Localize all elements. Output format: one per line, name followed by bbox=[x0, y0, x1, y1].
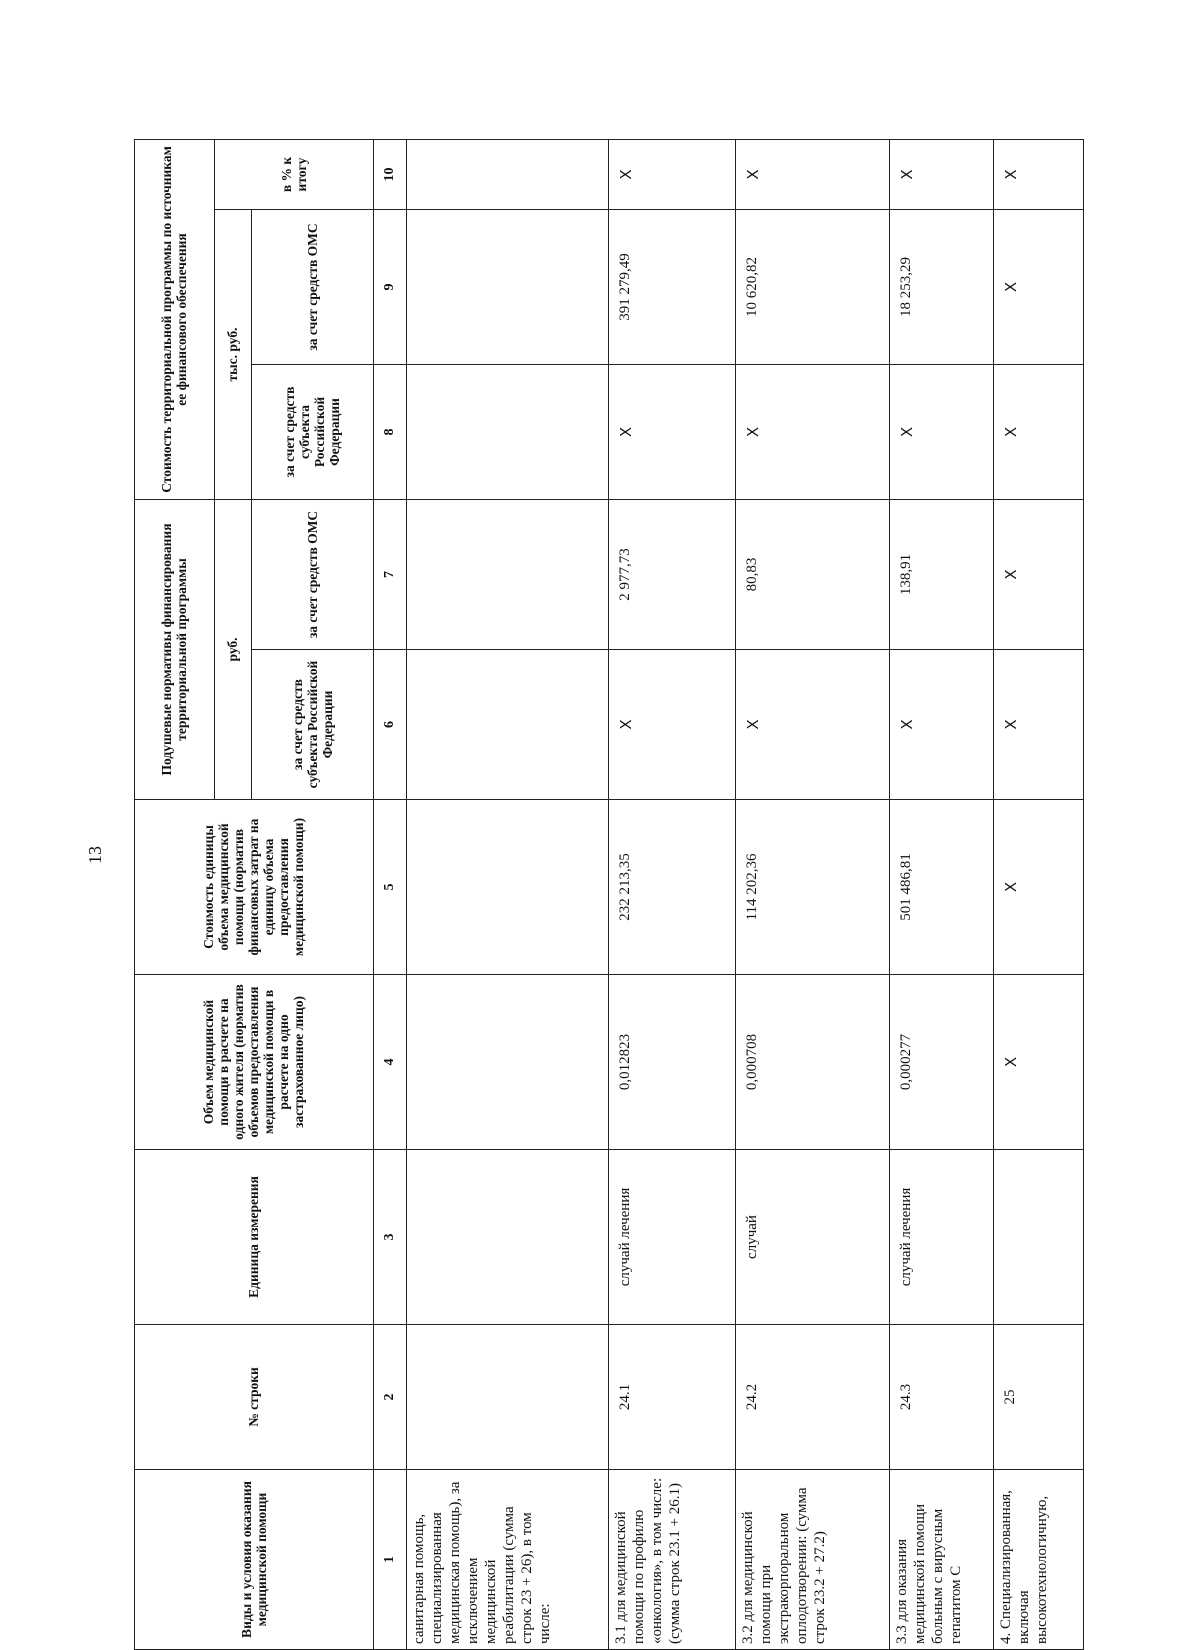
column-number: 2 bbox=[373, 1325, 407, 1470]
row-pc-oms: 2 977,73 bbox=[608, 500, 735, 650]
row-percent: X bbox=[736, 140, 890, 210]
row-name: 3.2 для медицинской помощи при экстракорпоральном оплодотворении: (сумма строк 23.2 + 27.2) bbox=[736, 1470, 890, 1650]
row-unit: случай лечения bbox=[889, 1150, 993, 1325]
row-pc-subject: X bbox=[993, 650, 1083, 800]
row-pc-subject: X bbox=[889, 650, 993, 800]
column-number: 7 bbox=[373, 500, 407, 650]
row-pc-oms: X bbox=[993, 500, 1083, 650]
column-number: 9 bbox=[373, 210, 407, 365]
column-number: 8 bbox=[373, 365, 407, 500]
header-pc-subject: за счет средств субъекта Российской Федерации bbox=[251, 650, 373, 800]
column-number: 4 bbox=[373, 975, 407, 1150]
row-tc-oms: X bbox=[993, 210, 1083, 365]
table-row bbox=[736, 140, 890, 1650]
row-number: 24.2 bbox=[736, 1325, 890, 1470]
row-tc-oms bbox=[407, 210, 608, 365]
header-cost-group: Стоимость территориальной программы по источникам ее финансового обеспечения bbox=[135, 140, 215, 500]
row-volume: 0,000277 bbox=[889, 975, 993, 1150]
row-percent: X bbox=[608, 140, 735, 210]
row-number: 24.1 bbox=[608, 1325, 735, 1470]
row-number bbox=[407, 1325, 608, 1470]
row-tc-subject: X bbox=[889, 365, 993, 500]
column-number: 5 bbox=[373, 800, 407, 975]
row-volume: 0,012823 bbox=[608, 975, 735, 1150]
table-row bbox=[608, 140, 735, 1650]
header-col1: Виды и условия оказания медицинской помощи bbox=[135, 1470, 374, 1650]
rotated-table-wrapper bbox=[134, 140, 1084, 1650]
header-row-1 bbox=[135, 140, 215, 1650]
column-number-row bbox=[373, 140, 407, 1650]
header-tc-subject: за счет средств субъекта Российской Федерации bbox=[251, 365, 373, 500]
row-name: 4. Специализированная, включая высокотехнологичную, bbox=[993, 1470, 1083, 1650]
row-number: 25 bbox=[993, 1325, 1083, 1470]
row-tc-oms: 391 279,49 bbox=[608, 210, 735, 365]
row-tc-subject bbox=[407, 365, 608, 500]
row-tc-subject: X bbox=[608, 365, 735, 500]
row-pc-subject: X bbox=[736, 650, 890, 800]
table-row bbox=[993, 140, 1083, 1650]
row-tc-subject: X bbox=[993, 365, 1083, 500]
header-col2: № строки bbox=[135, 1325, 374, 1470]
row-cost bbox=[407, 800, 608, 975]
row-unit bbox=[993, 1150, 1083, 1325]
row-pc-subject bbox=[407, 650, 608, 800]
row-volume bbox=[407, 975, 608, 1150]
header-percent: в % к итогу bbox=[214, 140, 373, 210]
row-tc-oms: 10 620,82 bbox=[736, 210, 890, 365]
row-name: 3.3 для оказания медицинской помощи больным с вирусным гепатитом С bbox=[889, 1470, 993, 1650]
row-unit: случай лечения bbox=[608, 1150, 735, 1325]
table-row bbox=[889, 140, 993, 1650]
row-cost: 114 202,36 bbox=[736, 800, 890, 975]
row-tc-subject: X bbox=[736, 365, 890, 500]
row-number: 24.3 bbox=[889, 1325, 993, 1470]
header-unit-rub: руб. bbox=[214, 500, 251, 800]
row-pc-oms: 80,83 bbox=[736, 500, 890, 650]
row-percent: X bbox=[993, 140, 1083, 210]
row-volume: X bbox=[993, 975, 1083, 1150]
header-unit-trub: тыс. руб. bbox=[214, 210, 251, 500]
page-number: 13 bbox=[85, 846, 105, 864]
header-percapita-group: Подушевые нормативы финансирования территориальной программы bbox=[135, 500, 215, 800]
row-unit: случай bbox=[736, 1150, 890, 1325]
column-number: 3 bbox=[373, 1150, 407, 1325]
header-col5: Стоимость единицы объема медицинской помощи (норматив финансовых затрат на единицу объема предоставления медицинской помощи) bbox=[135, 800, 374, 975]
table-row bbox=[407, 140, 608, 1650]
column-number: 6 bbox=[373, 650, 407, 800]
financing-table bbox=[134, 139, 1084, 1650]
row-tc-oms: 18 253,29 bbox=[889, 210, 993, 365]
header-col3: Единица измерения bbox=[135, 1150, 374, 1325]
row-unit bbox=[407, 1150, 608, 1325]
row-cost: 501 486,81 bbox=[889, 800, 993, 975]
header-col4: Объем медицинской помощи в расчете на одного жителя (норматив объемов предоставления медицинской помощи в расчете на одно застрахованное лицо) bbox=[135, 975, 374, 1150]
column-number: 1 bbox=[373, 1470, 407, 1650]
row-cost: 232 213,35 bbox=[608, 800, 735, 975]
row-name: 3.1 для медицинской помощи по профилю «онкология», в том числе: (сумма строк 23.1 + 26.1) bbox=[608, 1470, 735, 1650]
header-tc-oms: за счет средств ОМС bbox=[251, 210, 373, 365]
column-number: 10 bbox=[373, 140, 407, 210]
row-name: санитарная помощь, специализированная медицинская помощь), за исключением медицинской реабилитации (сумма строк 23 + 26), в том числе: bbox=[407, 1470, 608, 1650]
row-pc-oms bbox=[407, 500, 608, 650]
row-cost: X bbox=[993, 800, 1083, 975]
row-volume: 0,000708 bbox=[736, 975, 890, 1150]
row-pc-subject: X bbox=[608, 650, 735, 800]
row-percent bbox=[407, 140, 608, 210]
row-pc-oms: 138,91 bbox=[889, 500, 993, 650]
header-pc-oms: за счет средств ОМС bbox=[251, 500, 373, 650]
row-percent: X bbox=[889, 140, 993, 210]
